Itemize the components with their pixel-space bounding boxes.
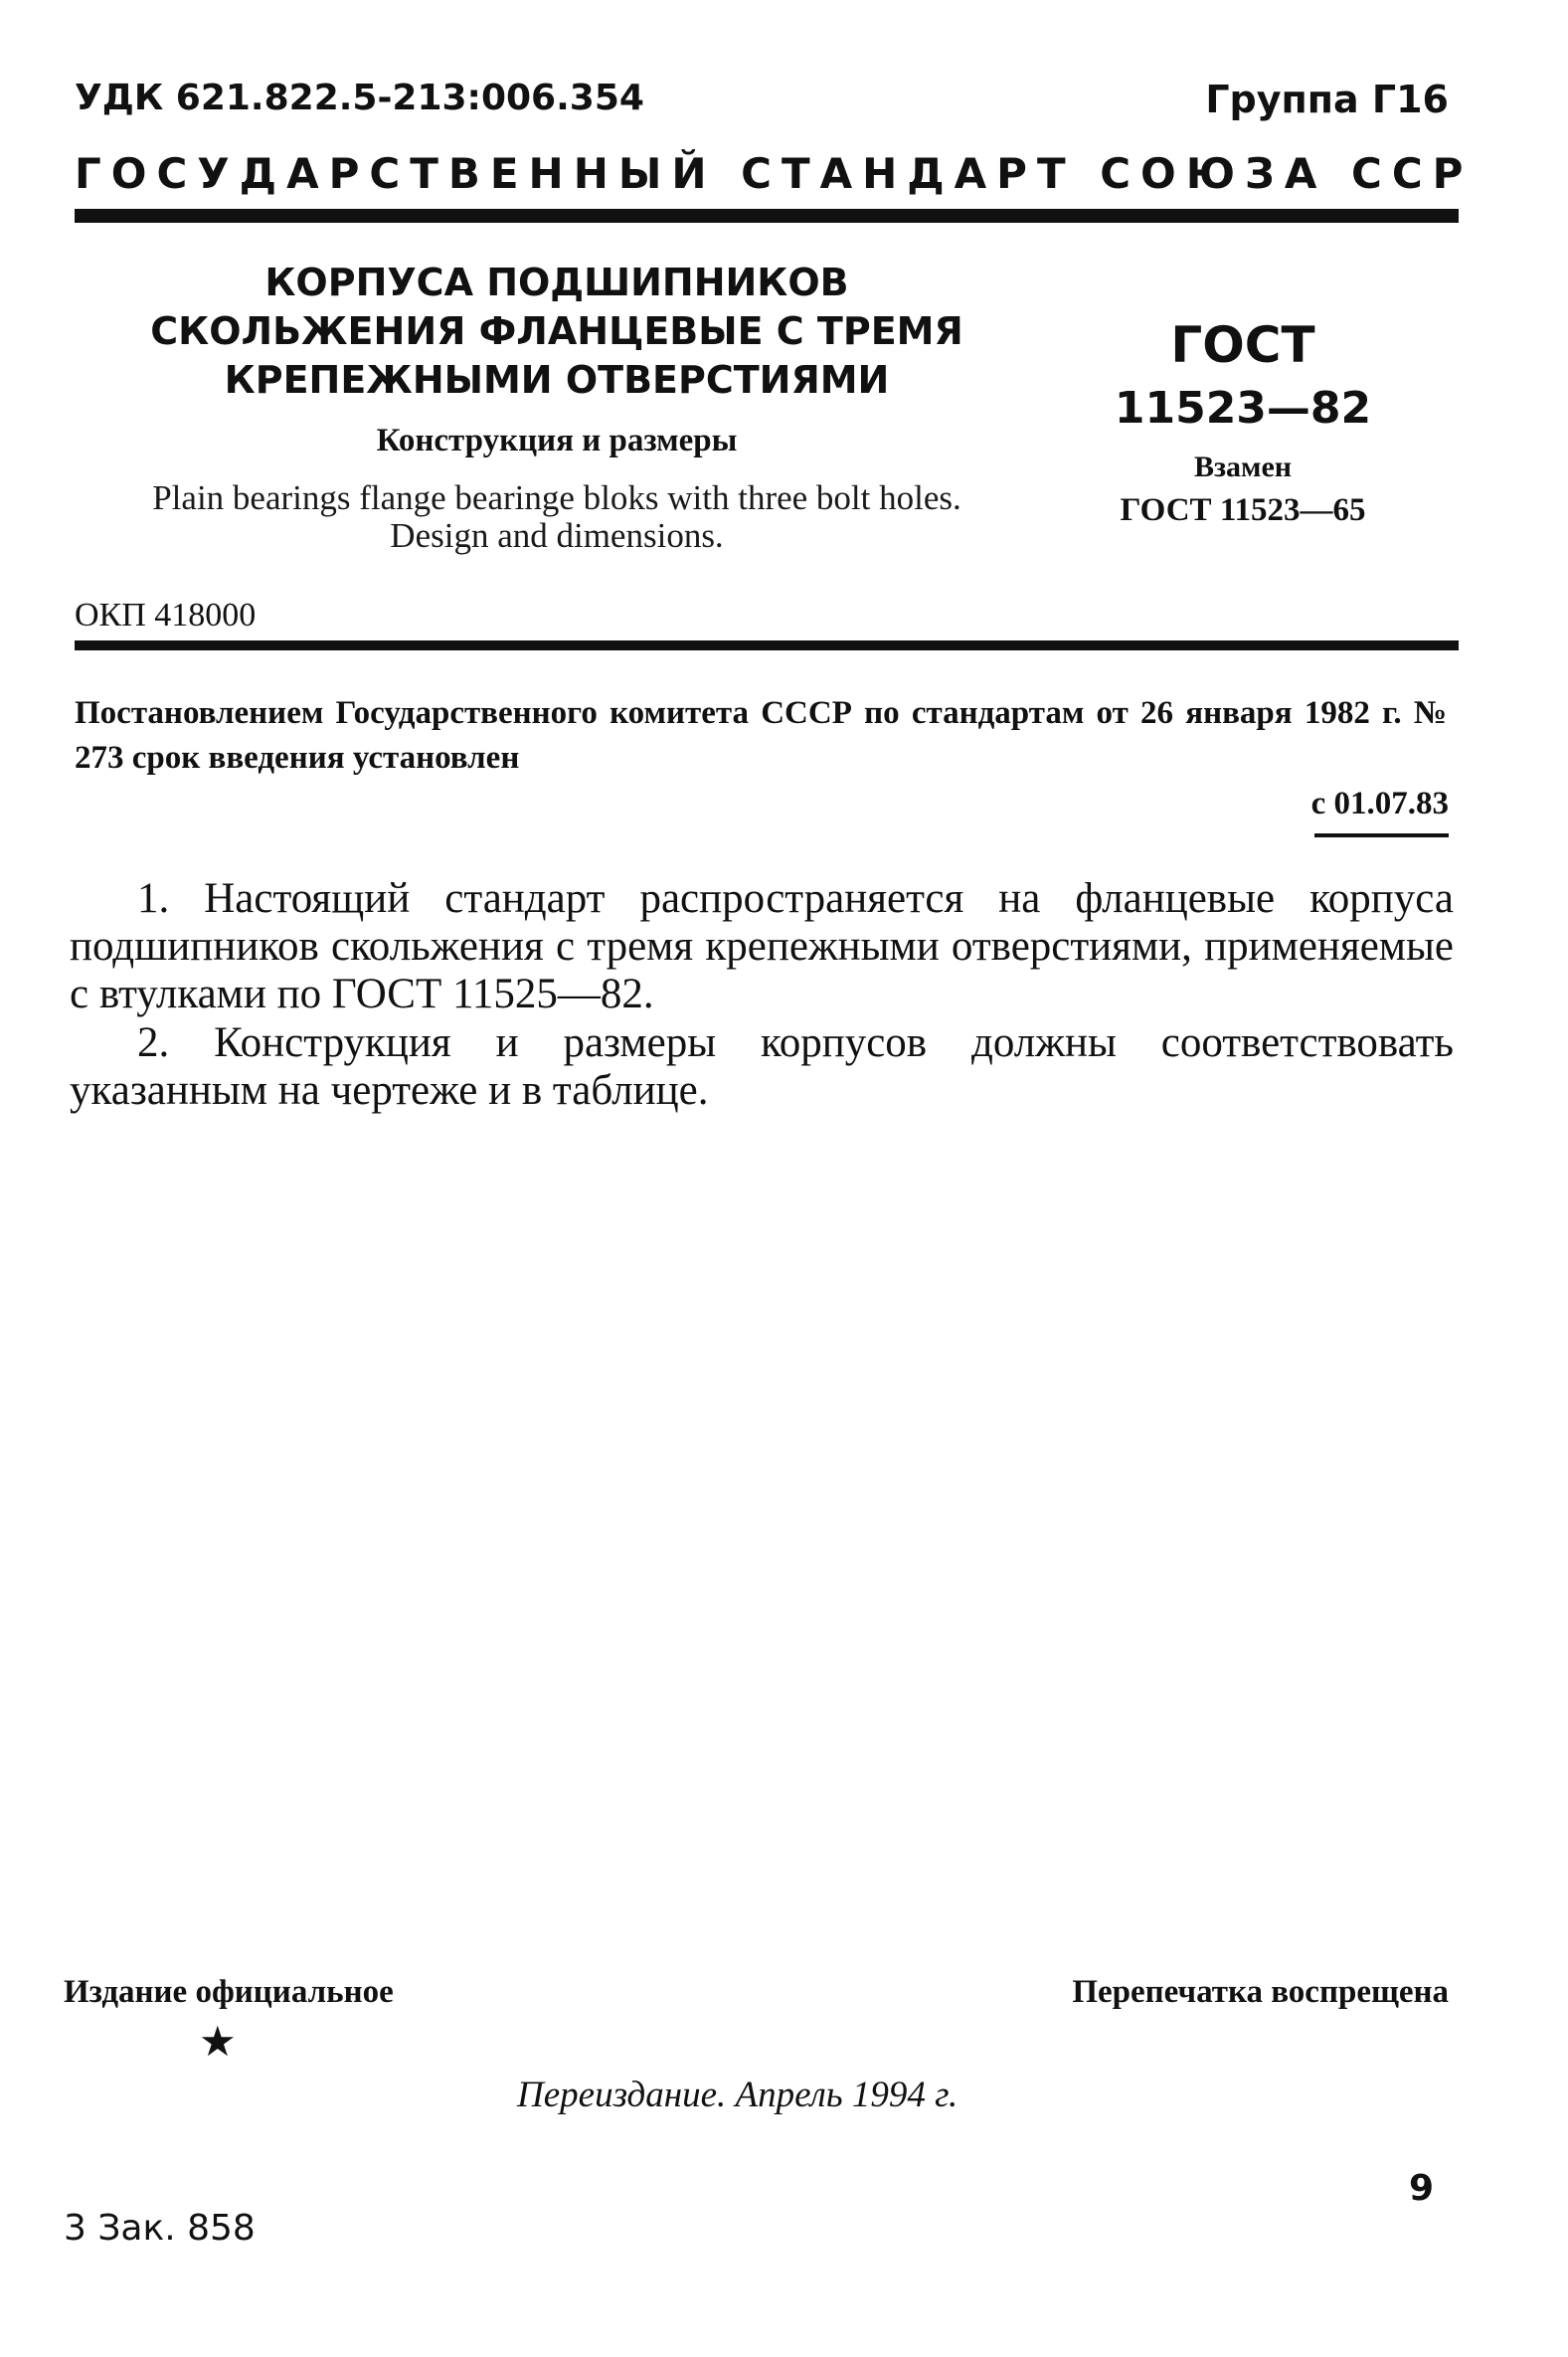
star-icon: ★: [199, 2020, 237, 2066]
gost-number: 11523—82: [1114, 383, 1372, 434]
decree-text: Постановлением Государственного комитета СССР по стандартам от 26 января 1982 г. № 273 срок введения установлен: [75, 695, 1447, 776]
clause-1: 1. Настоящий стандарт распространяется на фланцевые корпуса подшипников скольжения с тремя крепежными отверстиями, применяемые с втулками по ГОСТ 11525—82.: [70, 875, 1454, 1017]
state-standard-heading: ГОСУДАРСТВЕННЫЙ СТАНДАРТ СОЮЗА ССР: [75, 149, 1474, 198]
title-divider: [75, 640, 1459, 650]
okp-code: ОКП 418000: [75, 597, 257, 634]
order-number: 3 Зак. 858: [64, 2208, 256, 2249]
reissue-note: Переиздание. Апрель 1994 г.: [517, 2075, 958, 2115]
replaces-number: ГОСТ 11523—65: [1120, 492, 1366, 528]
document-subtitle: Конструкция и размеры: [376, 423, 738, 458]
clause-2: 2. Конструкция и размеры корпусов должны соответствовать указанным на чертеже и в таблице.: [70, 1019, 1454, 1114]
official-edition-label: Издание официальное: [64, 1974, 394, 2010]
effective-date-underline: [1314, 833, 1449, 837]
english-title: Plain bearings flange bearinge bloks with three bolt holes. Design and dimensions.: [152, 478, 961, 555]
group-code: Группа Г16: [1205, 78, 1449, 121]
effective-date: с 01.07.83: [1310, 786, 1449, 821]
header-divider: [75, 209, 1459, 223]
no-reprint-label: Перепечатка воспрещена: [1072, 1974, 1449, 2010]
replaces-label: Взамен: [1193, 451, 1293, 483]
footer-divider: [64, 1947, 1448, 1952]
page-number: 9: [1408, 2168, 1434, 2209]
gost-label: ГОСТ: [1170, 316, 1315, 374]
document-title: КОРПУСА ПОДШИПНИКОВ СКОЛЬЖЕНИЯ ФЛАНЦЕВЫЕ С ТРЕМЯ КРЕПЕЖНЫМИ ОТВЕРСТИЯМИ: [150, 261, 963, 402]
udk-code: УДК 621.822.5-213:006.354: [75, 78, 644, 118]
